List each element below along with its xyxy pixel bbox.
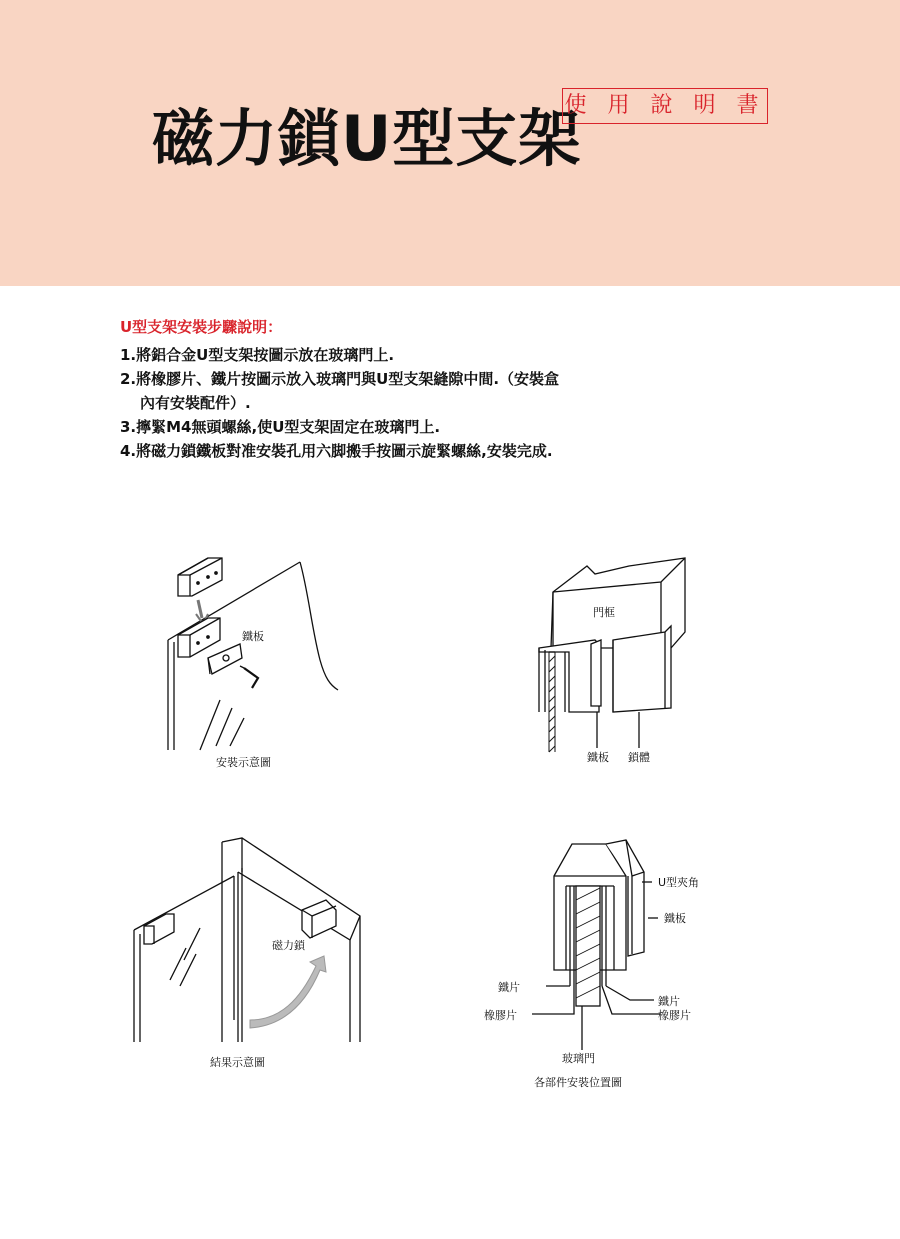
parts-rubber-right-label: 橡膠片 (658, 1009, 691, 1022)
result-diagram (130, 830, 370, 1080)
instruction-step-2-line-1: 2.將橡膠片、鐵片按圖示放入玻璃門與U型支架縫隙中間.（安裝盒 (120, 370, 560, 388)
install-plate-label: 鐵板 (242, 630, 264, 643)
parts-rubber-left-label: 橡膠片 (484, 1009, 517, 1022)
result-figure (130, 830, 370, 1080)
instructions-section (120, 316, 680, 463)
install-diagram (160, 550, 360, 780)
parts-glass-label: 玻璃門 (562, 1052, 595, 1065)
install-figure (160, 550, 360, 780)
page-title: 磁力鎖U型支架 (152, 102, 582, 175)
result-caption: 結果示意圖 (210, 1056, 265, 1069)
instruction-step-3: 3.擰緊M4無頭螺絲,使U型支架固定在玻璃門上. (120, 418, 441, 436)
instruction-step-2 (120, 367, 680, 415)
instruction-step-2-line-2: 內有安裝配件）. (140, 394, 251, 412)
instruction-step-1: 1.將鋁合金U型支架按圖示放在玻璃門上. (120, 346, 395, 364)
instruction-step-4: 4.將磁力鎖鐵板對准安裝孔用六脚搬手按圖示旋緊螺絲,安裝完成. (120, 442, 553, 460)
result-lock-label: 磁力鎖 (272, 939, 305, 952)
frame-figure (525, 552, 700, 772)
instructions-heading: U型支架安裝步驟說明： (120, 318, 283, 336)
parts-iron-right-label: 鐵片 (658, 995, 680, 1008)
instructions-list (120, 343, 680, 463)
frame-plate-label: 鐵板 (587, 751, 609, 764)
frame-diagram (525, 552, 700, 772)
parts-caption: 各部件安裝位置圖 (534, 1076, 622, 1089)
manual-badge: 使 用 說 明 書 (562, 88, 768, 124)
frame-body-label: 鎖體 (628, 751, 650, 764)
frame-label: 門框 (593, 606, 615, 619)
parts-figure (470, 836, 730, 1096)
parts-diagram (470, 836, 730, 1096)
parts-plate-label: 鐵板 (664, 912, 686, 925)
parts-iron-left-label: 鐵片 (498, 981, 520, 994)
install-caption: 安裝示意圖 (216, 756, 271, 769)
parts-u-clamp-label: U型夾角 (658, 876, 700, 889)
